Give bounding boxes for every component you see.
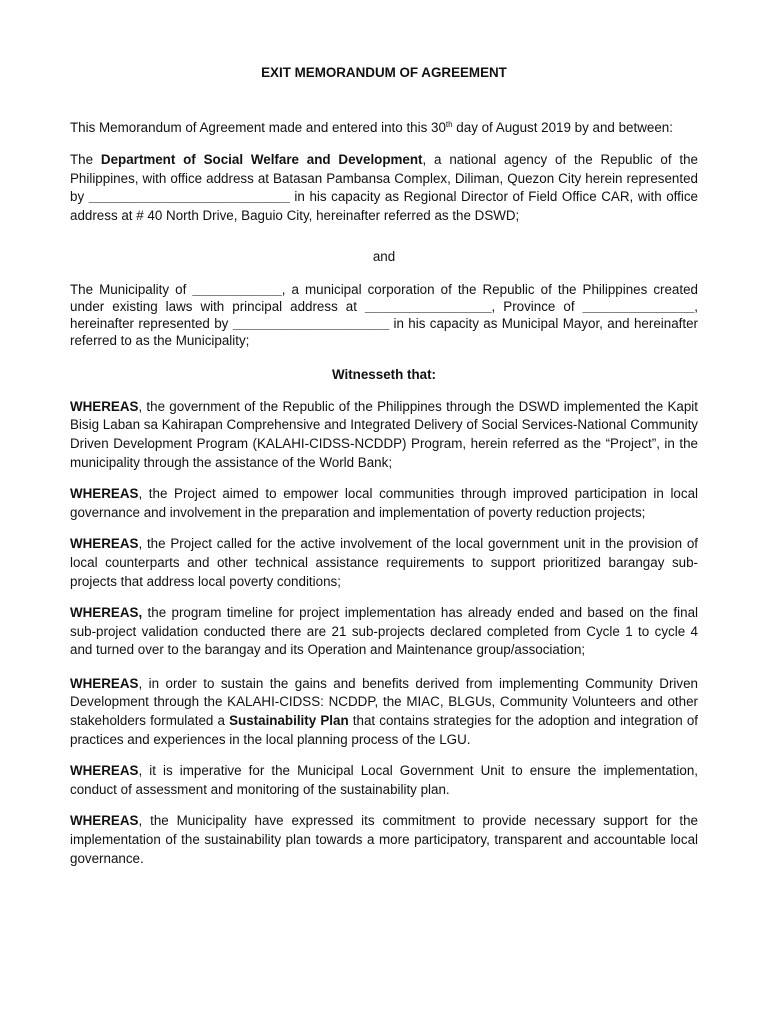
intro-paragraph — [70, 119, 698, 138]
whereas-text-5a: , in order to sustain the gains and benefits derived from implementing Community Driven Development through the KALAHI-CIDSS: NCDDP, the MIAC, BLGUs, Community Volunteers and other stakeholders formulated a — [70, 675, 698, 729]
whereas-label-comma: WHEREAS, — [70, 605, 143, 621]
whereas-text-7: , the Municipality have expressed its commitment to provide necessary support for the implementation of the sustainability plan towards a more participatory, transparent and accountable local governance. — [70, 813, 698, 866]
muni-text-5: in his capacity as Municipal Mayor, and hereinafter referred to as the Municipality; — [70, 316, 698, 349]
whereas-text-6: , it is imperative for the Municipal Local Government Unit to ensure the implementation, conduct of assessment and monitoring of the sustainability plan. — [70, 763, 698, 797]
municipality-name-blank: ____________ — [192, 282, 282, 298]
dswd-paragraph — [70, 151, 698, 225]
witnesseth-heading: Witnesseth that: — [331, 367, 437, 383]
whereas-clause-3 — [70, 535, 698, 591]
whereas-clause-4 — [70, 604, 698, 660]
intro-day-suffix: th — [445, 119, 453, 129]
whereas-clause-6 — [70, 762, 698, 799]
whereas-text-1: , the government of the Republic of the Philippines through the DSWD implemented the Kapit Bisig Laban sa Kahirapan Comprehensive and Integrated Delivery of Social Services-National Community Driven Development Program (KALAHI-CIDSS-NCDDP) Program, herein referred as the “Project”, in the municipality through the assistance of the World Bank; — [70, 398, 698, 470]
whereas-label: WHEREAS — [70, 813, 139, 829]
dswd-prefix: The — [70, 152, 101, 168]
whereas-text-5b: that contains strategies for the adoption and integration of practices and experiences in the local planning process of the LGU. — [70, 713, 698, 747]
whereas-label: WHEREAS — [70, 675, 139, 691]
province-blank: _______________ — [582, 299, 695, 315]
dswd-text-1: , a national agency of the Republic of the Philippines, with office address at Batasan Pambansa Complex, Diliman, Quezon City herein represented by — [70, 152, 698, 205]
whereas-text-4: the program timeline for project implementation has already ended and based on the final sub-project validation conducted there are 21 sub-projects declared completed from Cycle 1 to cycle 4 and turned over to the barangay and its Operation and Maintenance group/association; — [70, 605, 698, 658]
whereas-clause-5 — [70, 675, 698, 749]
muni-text-2: , a municipal corporation of the Republic of the Philippines created under existing laws with principal address at — [70, 282, 698, 315]
municipality-paragraph — [70, 281, 698, 349]
whereas-label: WHEREAS — [70, 398, 139, 414]
whereas-label: WHEREAS — [70, 536, 139, 552]
dswd-text-2: in his capacity as Regional Director of Field Office CAR, with office address at # 40 North Drive, Baguio City, hereinafter referred as the DSWD; — [70, 189, 698, 223]
muni-text-1: The Municipality of — [70, 282, 193, 298]
representative-blank: ___________________________ — [88, 189, 290, 205]
whereas-text-3: , the Project called for the active involvement of the local government unit in the provision of local counterparts and other technical assistance requirements to support prioritized barangay sub-projects that address local poverty conditions; — [70, 536, 698, 589]
whereas-clause-1 — [70, 398, 698, 472]
dswd-name: Department of Social Welfare and Development — [100, 152, 423, 168]
address-blank: _________________ — [364, 299, 492, 315]
and-separator: and — [372, 248, 396, 264]
mayor-blank: _____________________ — [232, 316, 390, 332]
sustainability-plan-term: Sustainability Plan — [229, 713, 349, 729]
whereas-clause-2 — [70, 485, 698, 522]
muni-text-3: , Province of — [491, 299, 583, 315]
intro-text-after: day of August 2019 by and between: — [452, 119, 673, 135]
whereas-label: WHEREAS — [70, 763, 139, 779]
intro-text-before: This Memorandum of Agreement made and entered into this 30 — [70, 119, 446, 135]
whereas-clause-7 — [70, 812, 698, 868]
whereas-label: WHEREAS — [70, 486, 139, 502]
whereas-text-2: , the Project aimed to empower local communities through improved participation in local governance and involvement in the preparation and implementation of poverty reduction projects; — [70, 486, 698, 520]
document-title: EXIT MEMORANDUM OF AGREEMENT — [261, 65, 507, 80]
muni-text-4: , hereinafter represented by — [70, 299, 698, 332]
